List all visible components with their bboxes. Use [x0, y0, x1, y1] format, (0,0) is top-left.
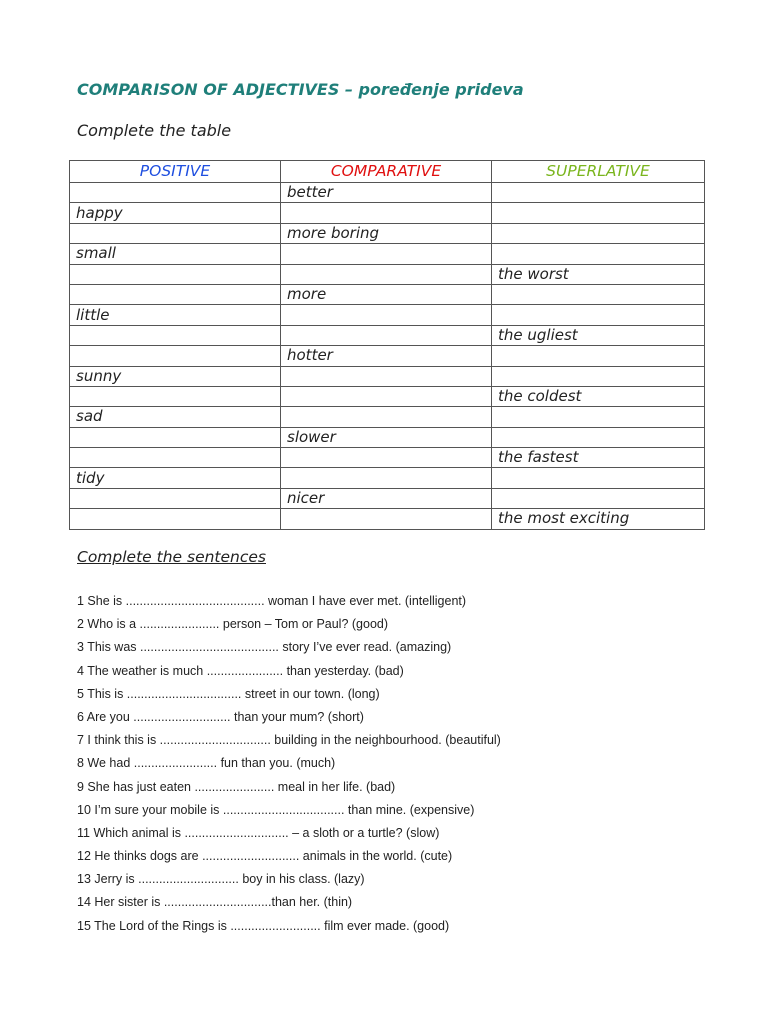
cell-positive [70, 509, 281, 529]
sentence-item: 13 Jerry is ............................. boy in his class. (lazy) [77, 872, 365, 887]
sentence-item: 5 This is ................................. street in our town. (long) [77, 686, 380, 701]
table-row [70, 203, 705, 223]
cell-superlative [492, 183, 705, 203]
table-row [70, 284, 705, 304]
cell-comparative: more [281, 284, 492, 304]
sentence-item: 12 He thinks dogs are ............................ animals in the world. (cute) [77, 849, 453, 864]
sentences-heading: Complete the sentences [77, 548, 266, 566]
cell-comparative: nicer [281, 488, 492, 508]
comparison-table [69, 160, 705, 530]
cell-positive: sad [70, 407, 281, 427]
cell-superlative [492, 284, 705, 304]
sentence-item: 2 Who is a ....................... person – Tom or Paul? (good) [77, 617, 389, 632]
cell-comparative: hotter [281, 346, 492, 366]
cell-comparative [281, 325, 492, 345]
cell-superlative [492, 305, 705, 325]
cell-superlative [492, 244, 705, 264]
sentence-item: 9 She has just eaten ....................... meal in her life. (bad) [77, 779, 396, 794]
sentence-item: 11 Which animal is .............................. – a sloth or a turtle? (slow) [77, 825, 440, 840]
header-superlative: SUPERLATIVE [492, 161, 705, 183]
cell-positive [70, 183, 281, 203]
sentence-item: 10 I’m sure your mobile is ................................... than mine. (expensive) [77, 802, 475, 817]
cell-superlative [492, 427, 705, 447]
cell-comparative [281, 244, 492, 264]
table-row [70, 509, 705, 529]
cell-superlative [492, 366, 705, 386]
cell-comparative [281, 386, 492, 406]
table-row [70, 264, 705, 284]
cell-superlative: the fastest [492, 448, 705, 468]
table-row [70, 488, 705, 508]
cell-positive: small [70, 244, 281, 264]
table-row [70, 325, 705, 345]
table-row [70, 346, 705, 366]
cell-comparative [281, 264, 492, 284]
sentence-item: 8 We had ........................ fun than you. (much) [77, 756, 336, 771]
cell-superlative [492, 488, 705, 508]
cell-comparative: more boring [281, 223, 492, 243]
table-row [70, 244, 705, 264]
cell-comparative: slower [281, 427, 492, 447]
cell-positive [70, 448, 281, 468]
header-positive: POSITIVE [70, 161, 281, 183]
sentence-list [77, 590, 501, 938]
table-row [70, 386, 705, 406]
cell-positive: little [70, 305, 281, 325]
cell-positive [70, 488, 281, 508]
table-header-row [70, 161, 705, 183]
cell-comparative: better [281, 183, 492, 203]
table-instruction: Complete the table [77, 121, 232, 140]
cell-superlative: the most exciting [492, 509, 705, 529]
cell-superlative: the worst [492, 264, 705, 284]
cell-positive [70, 223, 281, 243]
sentence-item: 15 The Lord of the Rings is .......................... film ever made. (good) [77, 918, 450, 933]
cell-comparative [281, 305, 492, 325]
sentence-item: 4 The weather is much ...................... than yesterday. (bad) [77, 663, 404, 678]
worksheet-title: COMPARISON OF ADJECTIVES – poređenje prideva [77, 80, 524, 99]
cell-comparative [281, 407, 492, 427]
sentence-item: 1 She is ........................................ woman I have ever met. (intelligent) [77, 594, 467, 608]
sentence-item: 6 Are you ............................ than your mum? (short) [77, 709, 364, 724]
cell-superlative [492, 203, 705, 223]
cell-superlative [492, 407, 705, 427]
table-row [70, 366, 705, 386]
cell-superlative: the ugliest [492, 325, 705, 345]
cell-positive [70, 264, 281, 284]
table-row [70, 223, 705, 243]
table-row [70, 407, 705, 427]
cell-positive: happy [70, 203, 281, 223]
cell-comparative [281, 509, 492, 529]
cell-superlative [492, 346, 705, 366]
cell-superlative [492, 468, 705, 488]
cell-comparative [281, 203, 492, 223]
sentence-item: 7 I think this is ................................ building in the neighbourhood. (beautiful) [77, 733, 501, 748]
cell-superlative [492, 223, 705, 243]
table-row [70, 448, 705, 468]
cell-positive [70, 427, 281, 447]
table-row [70, 468, 705, 488]
table-row [70, 305, 705, 325]
cell-superlative: the coldest [492, 386, 705, 406]
table-row [70, 427, 705, 447]
sentence-item: 3 This was ........................................ story I’ve ever read. (amazing) [77, 640, 452, 655]
cell-positive [70, 325, 281, 345]
table-row [70, 183, 705, 203]
cell-positive: tidy [70, 468, 281, 488]
cell-comparative [281, 448, 492, 468]
cell-positive [70, 284, 281, 304]
cell-positive: sunny [70, 366, 281, 386]
table-body [70, 183, 705, 530]
cell-positive [70, 386, 281, 406]
sentence-item: 14 Her sister is ...............................than her. (thin) [77, 895, 353, 910]
cell-comparative [281, 468, 492, 488]
header-comparative: COMPARATIVE [281, 161, 492, 183]
cell-positive [70, 346, 281, 366]
cell-comparative [281, 366, 492, 386]
